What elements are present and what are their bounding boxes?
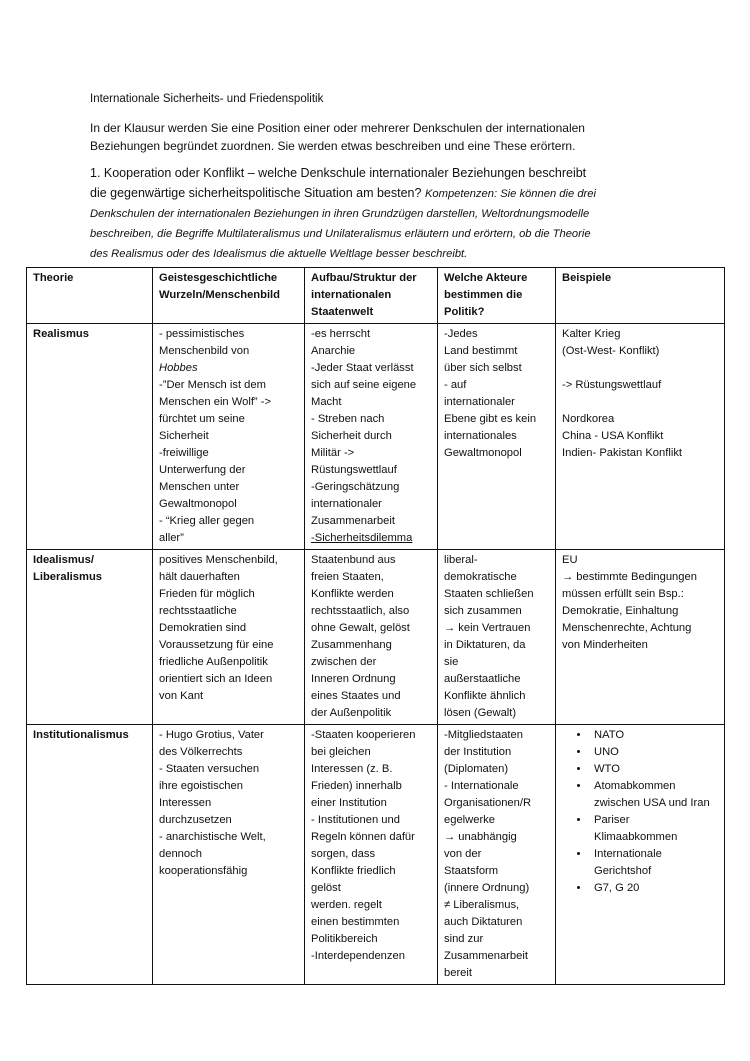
text-line: freien Staaten, [311,571,384,583]
text-line: sorgen, dass [311,848,376,860]
text-line: von Kant [159,690,204,702]
text-line: • NATO [594,729,625,741]
text-line: aller” [159,532,184,544]
text-line: Politikbereich [311,933,378,945]
text-line: → kein Vertrauen [444,622,531,634]
text-line: Zusammenhang [311,639,392,651]
structure-text [311,326,432,530]
structure-cell [305,550,438,725]
text-line: Wurzeln/Menschenbild [159,289,281,301]
text-line: Anarchie [311,345,356,357]
text-line: Aufbau/Struktur der [311,272,417,284]
text-line: von der [444,848,482,860]
actors-cell [438,725,556,985]
structure-underline: -Sicherheitsdilemma [311,532,413,544]
text-line: über sich selbst [444,362,522,374]
text-line: - Institutionen und [311,814,400,826]
text-line: China - USA Konflikt [562,430,664,442]
text-line: sind zur [444,933,484,945]
text-line: werden. regelt [311,899,382,911]
example-item [590,778,719,812]
text-line: rechtsstaatliche [159,605,237,617]
task-line: die gegenwärtige sicherheitspolitische Situation am besten? [90,186,422,200]
text-line: Nordkorea [562,413,615,425]
example-item [590,880,719,897]
text-line: -Jeder Staat verlässt [311,362,414,374]
example-item [590,744,719,761]
competence-line: des Realismus oder des Idealismus die aktuelle Weltlage besser beschreibt. [90,248,468,260]
text-line: -> Rüstungswettlauf [562,379,662,391]
text-line: Staatsform [444,865,499,877]
text-line: sich auf seine eigene [311,379,417,391]
competence-text: Kompetenzen: Sie können die drei [424,188,596,200]
text-line: der Außenpolitik [311,707,392,719]
text-line: zwischen der [311,656,377,668]
text-line: Staatenwelt [311,306,374,318]
text-line: -freiwillige [159,447,209,459]
examples-cell [556,324,725,550]
header-cell [305,268,438,324]
text-line: (Diplomaten) [444,763,509,775]
text-line: Menschen unter [159,481,240,493]
competence-line: beschreiben, die Begriffe Multilateralismus und Unilateralismus erläutern und erörtern, ob die Theorie [90,228,591,240]
text-line: Politik? [444,306,485,318]
text-line: Frieden für möglich [159,588,255,600]
text-line: Konflikte ähnlich [444,690,526,702]
roots-cell [153,725,305,985]
text-line [562,394,719,411]
text-line: Regeln können dafür [311,831,415,843]
text-line: bereit [444,967,472,979]
text-line: fürchtet um seine [159,413,245,425]
table-row-realismus [27,324,725,550]
text-line: - Hugo Grotius, Vater [159,729,264,741]
text-line: sich zusammen [444,605,522,617]
text-line: Konflikte friedlich [311,865,396,877]
example-item [590,761,719,778]
theory-name: Institutionalismus [33,729,129,741]
examples-bullet-list [562,727,719,897]
text-line: • Atomabkommen [594,780,676,792]
text-line: Menschen ein Wolf” -> [159,396,272,408]
roots-italic: Hobbes [159,362,198,374]
structure-cell [305,324,438,550]
text-line: • Pariser [594,814,630,826]
text-line: Demokratien sind [159,622,247,634]
text-line: in Diktaturen, da [444,639,526,651]
text-line: orientiert sich an Ideen [159,673,273,685]
text-line: der Institution [444,746,512,758]
task-paragraph [90,163,670,264]
text-line: internationaler [444,396,515,408]
text-line: Staaten schließen [444,588,534,600]
text-line: Zusammenarbeit [444,950,528,962]
text-line: liberal- [444,554,478,566]
text-line: Sicherheit [159,430,209,442]
example-item [590,846,719,880]
text-line: dennoch [159,848,202,860]
text-line: Menschenbild von [159,345,250,357]
text-line: positives Menschenbild, [159,554,278,566]
text-line: Rüstungswettlauf [311,464,397,476]
theory-cell [27,324,153,550]
text-line: Indien- Pakistan Konflikt [562,447,683,459]
intro-paragraph [90,119,670,155]
table-header-row [27,268,725,324]
text-line: ohne Gewalt, gelöst [311,622,410,634]
intro-line: In der Klausur werden Sie eine Position einer oder mehrerer Denkschulen der internationalen [90,121,585,135]
text-line: - anarchistische Welt, [159,831,266,843]
text-line: Militär -> [311,447,355,459]
text-line: (Ost-West- Konflikt) [562,345,660,357]
text-line: Theorie [33,272,74,284]
actors-cell [438,550,556,725]
text-line: → unabhängig [444,831,517,843]
text-line: - “Krieg aller gegen [159,515,255,527]
text-line: Demokratie, Einhaltung [562,605,679,617]
text-line: Beispiele [562,272,612,284]
text-line: einer Institution [311,797,387,809]
text-line: sie [444,656,459,668]
text-line: Gerichtshof [594,865,652,877]
text-line: Gewaltmonopol [444,447,522,459]
intro-line: Beziehungen begründet zuordnen. Sie werden etwas beschreiben und eine These erörtern. [90,139,576,153]
text-line: von Minderheiten [562,639,648,651]
text-line: Interessen (z. B. [311,763,393,775]
roots-cell [153,550,305,725]
text-line: einen bestimmten [311,916,400,928]
text-line: Zusammenarbeit [311,515,395,527]
text-line: → bestimmte Bedingungen [562,571,697,583]
text-line: internationaler [311,498,382,510]
text-line: • G7, G 20 [594,882,640,894]
header-cell [438,268,556,324]
text-line: Konflikte werden [311,588,394,600]
text-line: eines Staates und [311,690,401,702]
examples-cell [556,550,725,725]
text-line: Interessen [159,797,212,809]
text-line: EU [562,554,578,566]
text-line: Inneren Ordnung [311,673,396,685]
text-line: Organisationen/R [444,797,532,809]
text-line: ihre egoistischen [159,780,243,792]
text-line: • Internationale [594,848,662,860]
text-line: Geistesgeschichtliche [159,272,278,284]
text-line: -Staaten kooperieren [311,729,416,741]
text-line: Welche Akteure [444,272,528,284]
text-line: - auf [444,379,467,391]
text-line [562,360,719,377]
text-line: - Staaten versuchen [159,763,260,775]
structure-cell [305,725,438,985]
text-line: Menschenrechte, Achtung [562,622,692,634]
document-title: Internationale Sicherheits- und Friedenspolitik [90,93,324,105]
text-line: hält dauerhaften [159,571,240,583]
header-cell [27,268,153,324]
text-line: • UNO [594,746,619,758]
text-line: Frieden) innerhalb [311,780,402,792]
text-line: lösen (Gewalt) [444,707,517,719]
task-line: 1. Kooperation oder Konflikt – welche Denkschule internationaler Beziehungen beschreibt [90,166,587,180]
text-line: - pessimistisches [159,328,245,340]
roots-cell [153,324,305,550]
text-line: friedliche Außenpolitik [159,656,268,668]
text-line: Kalter Krieg [562,328,621,340]
text-line: auch Diktaturen [444,916,523,928]
text-line: außerstaatliche [444,673,521,685]
text-line: Idealismus/ [33,554,94,566]
text-line: • WTO [594,763,620,775]
text-line: Staatenbund aus [311,554,396,566]
text-line: -”Der Mensch ist dem [159,379,266,391]
examples-cell [556,725,725,985]
text-line: Unterwerfung der [159,464,246,476]
theory-table [26,267,725,985]
text-line: bei gleichen [311,746,371,758]
text-line: Ebene gibt es kein [444,413,537,425]
text-line: kooperationsfähig [159,865,248,877]
text-line: -es herrscht [311,328,371,340]
text-line: ≠ Liberalismus, [444,899,520,911]
theory-name: Realismus [33,328,89,340]
roots-text [159,326,299,360]
text-line: Klimaabkommen [594,831,678,843]
text-line: (innere Ordnung) [444,882,530,894]
text-line: durchzusetzen [159,814,232,826]
header-cell [153,268,305,324]
text-line: Land bestimmt [444,345,518,357]
table-row-idealismus [27,550,725,725]
text-line: rechtsstaatlich, also [311,605,410,617]
text-line: Voraussetzung für eine [159,639,274,651]
text-line: Sicherheit durch [311,430,392,442]
text-line: demokratische [444,571,517,583]
example-item [590,727,719,744]
text-line: gelöst [311,882,341,894]
text-line: Gewaltmonopol [159,498,237,510]
text-line: internationalen [311,289,392,301]
table-row-institutionalismus [27,725,725,985]
text-line: Liberalismus [33,571,103,583]
text-line: Macht [311,396,342,408]
theory-cell [27,725,153,985]
text-line: internationales [444,430,517,442]
text-line: -Jedes [444,328,478,340]
roots-text [159,377,299,547]
text-line: bestimmen die [444,289,523,301]
text-line: -Interdependenzen [311,950,405,962]
text-line: müssen erfüllt sein Bsp.: [562,588,684,600]
theory-cell [27,550,153,725]
competence-line: Denkschulen der internationalen Beziehungen in ihren Grundzügen darstellen, Weltordnungsmodelle [90,208,590,220]
example-item [590,812,719,846]
text-line: zwischen USA und Iran [594,797,710,809]
text-line: -Geringschätzung [311,481,400,493]
actors-cell [438,324,556,550]
text-line: - Internationale [444,780,519,792]
text-line: egelwerke [444,814,495,826]
text-line: - Streben nach [311,413,385,425]
header-cell [556,268,725,324]
text-line: des Völkerrechts [159,746,243,758]
text-line: -Mitgliedstaaten [444,729,523,741]
